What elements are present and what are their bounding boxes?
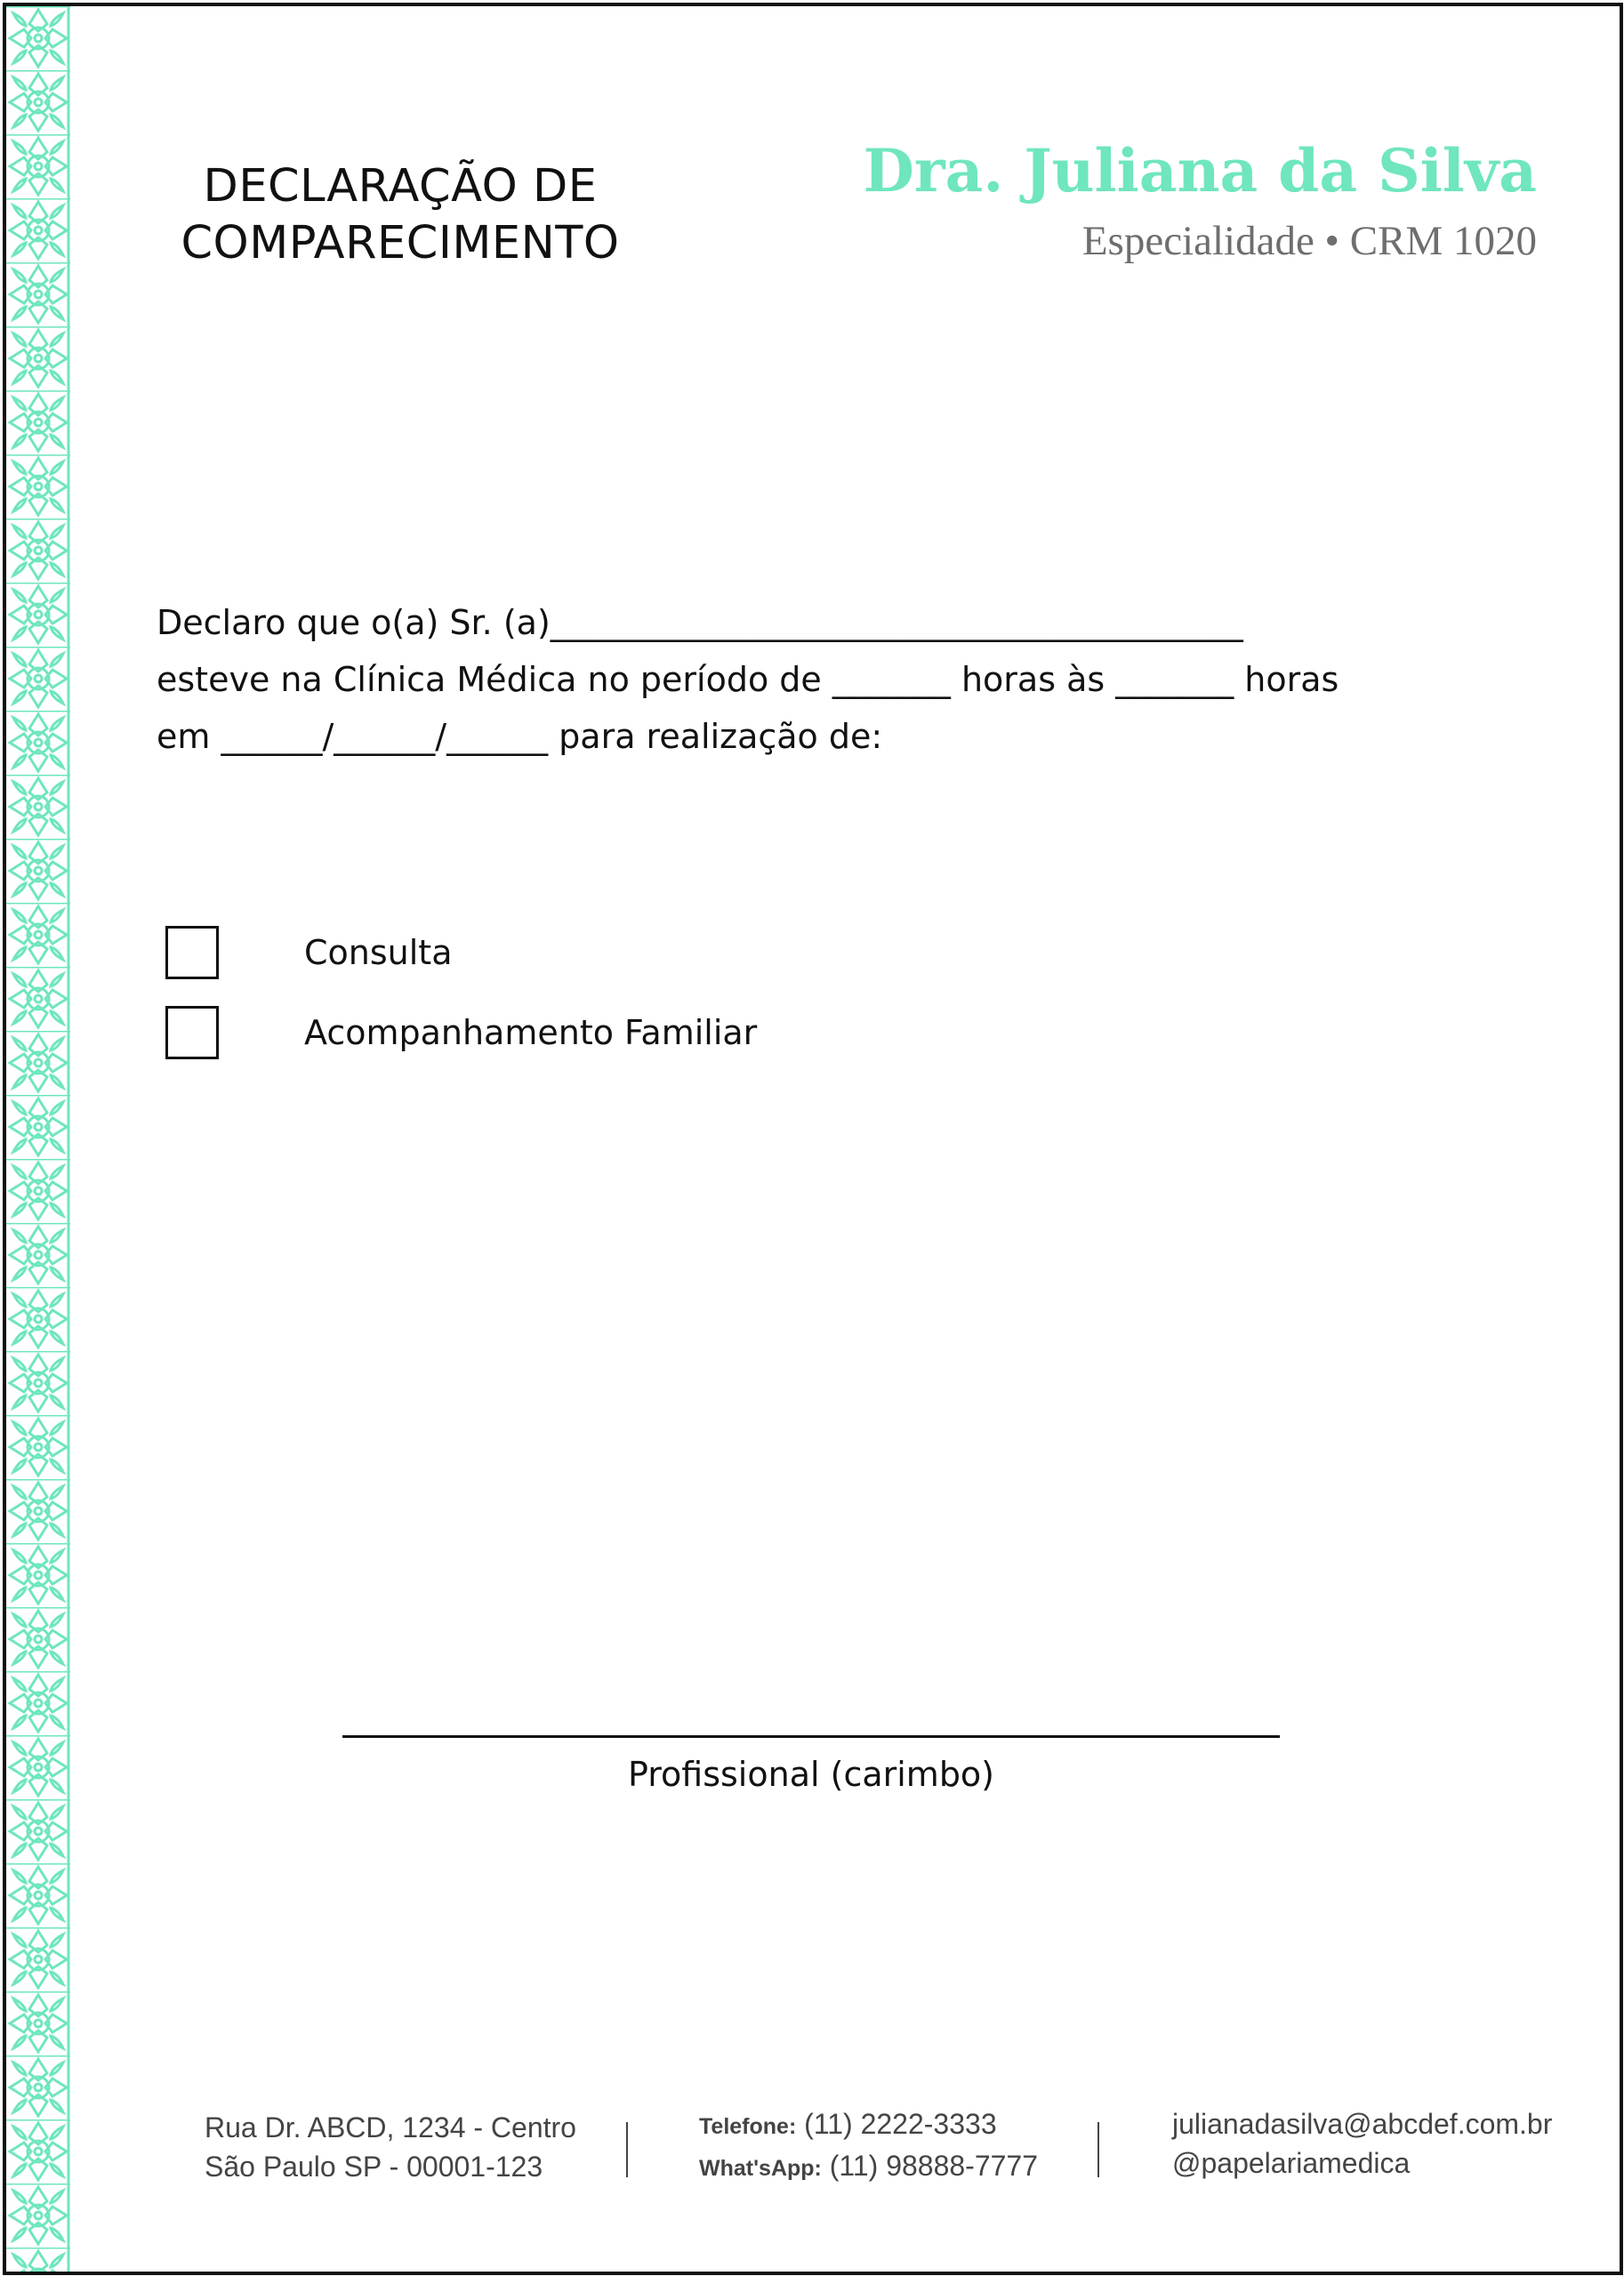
whatsapp-value: (11) 98888-7777 [829,2150,1039,2182]
whatsapp-label: What'sApp: [699,2156,822,2181]
phone-value: (11) 2222-3333 [804,2108,997,2140]
address-line1: Rua Dr. ABCD, 1234 - Centro [205,2111,576,2143]
footer-divider [626,2122,628,2177]
declaration-line-name: Declaro que o(a) Sr. (a)_________________________________________ [157,603,1243,642]
document-title-line2: COMPARECIMENTO [181,217,620,269]
page-frame [3,3,1623,2275]
acompanhamento-familiar-checkbox[interactable] [165,1006,219,1059]
declaration-line-date: em ______/______/______ para realização de: [157,717,883,756]
document-title [142,158,658,272]
footer-divider [1097,2122,1099,2177]
acompanhamento-familiar-label: Acompanhamento Familiar [304,1013,758,1052]
doctor-name: Dra. Juliana da Silva [863,136,1537,205]
footer-contacts [1172,2104,1552,2183]
phone-label: Telefone: [699,2114,797,2139]
signature-line [342,1735,1280,1738]
specialty-crm: Especialidade • CRM 1020 [1081,218,1537,264]
signature-label: Profissional (carimbo) [627,1755,995,1794]
document-title-line1: DECLARAÇÃO DE [203,160,598,213]
consulta-label: Consulta [304,933,453,972]
footer-phones [699,2104,1038,2188]
phone-row [699,2104,1038,2146]
address-line2: São Paulo SP - 00001-123 [205,2151,543,2183]
email[interactable]: julianadasilva@abcdef.com.br [1172,2108,1553,2140]
whatsapp-row [699,2146,1038,2188]
decorative-border-pattern [6,6,70,2272]
declaration-line-period: esteve na Clínica Médica no período de _______ horas às _______ horas [157,660,1339,699]
option-acompanhamento-familiar[interactable] [165,1003,757,1062]
floral-pattern-icon [6,6,70,2272]
declaration-text [157,594,1446,765]
consulta-checkbox[interactable] [165,926,219,979]
instagram-handle[interactable]: @papelariamedica [1172,2147,1411,2179]
footer-address [205,2108,576,2186]
option-consulta[interactable] [165,923,453,982]
